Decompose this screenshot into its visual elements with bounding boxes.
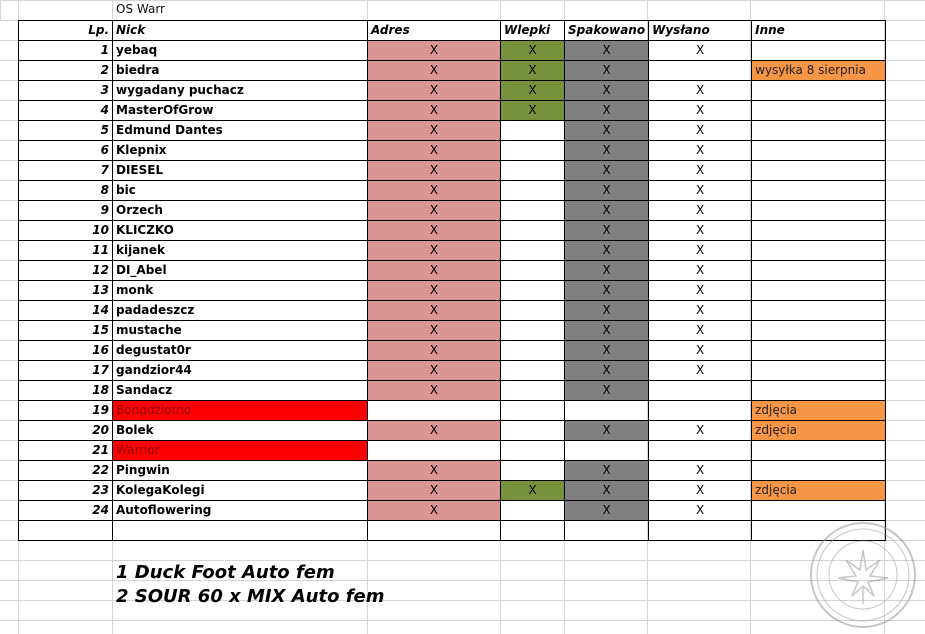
cell-spakowano[interactable]: X (565, 221, 649, 241)
cell-adres[interactable]: X (368, 201, 501, 221)
cell-inne[interactable] (752, 181, 886, 201)
cell-inne[interactable] (752, 241, 886, 261)
cell-wyslano[interactable]: X (649, 461, 752, 481)
cell-spakowano[interactable]: X (565, 321, 649, 341)
cell-wyslano[interactable]: X (649, 101, 752, 121)
cell-spakowano[interactable] (565, 441, 649, 461)
cell-inne[interactable] (752, 281, 886, 301)
cell-wyslano[interactable]: X (649, 341, 752, 361)
cell-nick[interactable]: DI_Abel (113, 261, 368, 281)
cell-lp[interactable]: 7 (19, 161, 113, 181)
table-row (19, 41, 886, 61)
table-row (19, 421, 886, 441)
cell-wyslano[interactable]: X (649, 281, 752, 301)
cell-adres[interactable]: X (368, 141, 501, 161)
cell-adres[interactable]: X (368, 421, 501, 441)
table-row (19, 501, 886, 521)
table-row (19, 361, 886, 381)
cell-wlepki[interactable] (501, 341, 565, 361)
cell-wyslano[interactable]: X (649, 181, 752, 201)
cell-lp[interactable]: 11 (19, 241, 113, 261)
cell-spakowano[interactable]: X (565, 41, 649, 61)
header-wyslano[interactable]: Wysłano (649, 21, 752, 41)
table-row (19, 181, 886, 201)
cell-inne[interactable] (752, 41, 886, 61)
cell-adres[interactable]: X (368, 321, 501, 341)
cell-nick[interactable]: degustat0r (113, 341, 368, 361)
cell-nick[interactable]: Sandacz (113, 381, 368, 401)
cell-wyslano[interactable]: X (649, 161, 752, 181)
empty-cell[interactable] (113, 521, 368, 541)
cell-wyslano[interactable] (649, 401, 752, 421)
cell-spakowano[interactable]: X (565, 341, 649, 361)
cell-inne[interactable] (752, 261, 886, 281)
cell-inne[interactable]: zdjęcia (752, 421, 886, 441)
table-row (19, 461, 886, 481)
cell-lp[interactable]: 3 (19, 81, 113, 101)
cell-wlepki[interactable] (501, 441, 565, 461)
cell-adres[interactable]: X (368, 41, 501, 61)
header-lp[interactable]: Lp. (19, 21, 113, 41)
cell-wyslano[interactable]: X (649, 261, 752, 281)
cell-wyslano[interactable]: X (649, 201, 752, 221)
cell-spakowano[interactable]: X (565, 461, 649, 481)
cell-nick[interactable]: Warrior (113, 441, 368, 461)
cell-wlepki[interactable] (501, 161, 565, 181)
table-row (19, 241, 886, 261)
cell-adres[interactable]: X (368, 241, 501, 261)
table-row (19, 401, 886, 421)
cell-adres[interactable] (368, 401, 501, 421)
cell-adres[interactable]: X (368, 161, 501, 181)
cell-wlepki[interactable] (501, 201, 565, 221)
cell-wlepki[interactable] (501, 461, 565, 481)
cell-adres[interactable]: X (368, 481, 501, 501)
cell-inne[interactable] (752, 441, 886, 461)
table-row (19, 61, 886, 81)
cell-lp[interactable]: 2 (19, 61, 113, 81)
cell-nick[interactable]: Pingwin (113, 461, 368, 481)
cell-wlepki[interactable] (501, 321, 565, 341)
cell-wlepki[interactable] (501, 241, 565, 261)
cell-lp[interactable]: 23 (19, 481, 113, 501)
empty-cell[interactable] (501, 521, 565, 541)
cell-lp[interactable]: 1 (19, 41, 113, 61)
table-row (19, 221, 886, 241)
cell-spakowano[interactable]: X (565, 161, 649, 181)
cell-nick[interactable]: kijanek (113, 241, 368, 261)
sheet-title[interactable]: OS Warr (116, 2, 165, 16)
cell-lp[interactable]: 8 (19, 181, 113, 201)
cell-wyslano[interactable] (649, 381, 752, 401)
cell-lp[interactable]: 9 (19, 201, 113, 221)
table-row (19, 101, 886, 121)
cell-spakowano[interactable]: X (565, 481, 649, 501)
cell-spakowano[interactable]: X (565, 281, 649, 301)
cell-inne[interactable] (752, 381, 886, 401)
cell-inne[interactable] (752, 301, 886, 321)
cell-adres[interactable]: X (368, 221, 501, 241)
cell-inne[interactable] (752, 121, 886, 141)
cell-inne[interactable] (752, 361, 886, 381)
cell-nick[interactable]: Bongdziorno (113, 401, 368, 421)
header-nick[interactable]: Nick (113, 21, 368, 41)
cell-spakowano[interactable]: X (565, 121, 649, 141)
table-row (19, 481, 886, 501)
cell-wyslano[interactable]: X (649, 481, 752, 501)
cell-wlepki[interactable] (501, 421, 565, 441)
cell-inne[interactable] (752, 501, 886, 521)
cell-nick[interactable]: KLICZKO (113, 221, 368, 241)
cell-wlepki[interactable] (501, 121, 565, 141)
cell-wyslano[interactable]: X (649, 41, 752, 61)
cell-wlepki[interactable] (501, 401, 565, 421)
cell-wyslano[interactable]: X (649, 421, 752, 441)
header-wlepki[interactable]: Wlepki (501, 21, 565, 41)
cell-nick[interactable]: bic (113, 181, 368, 201)
cell-nick[interactable]: Klepnix (113, 141, 368, 161)
table-row (19, 81, 886, 101)
cell-wyslano[interactable]: X (649, 241, 752, 261)
cell-spakowano[interactable]: X (565, 61, 649, 81)
cell-inne[interactable] (752, 161, 886, 181)
table-row (19, 161, 886, 181)
table-row (19, 201, 886, 221)
cell-adres[interactable]: X (368, 501, 501, 521)
footer-line-2[interactable]: 2 SOUR 60 x MIX Auto fem (116, 586, 385, 607)
cell-spakowano[interactable]: X (565, 261, 649, 281)
cell-adres[interactable]: X (368, 461, 501, 481)
cell-adres[interactable]: X (368, 101, 501, 121)
cell-wlepki[interactable] (501, 501, 565, 521)
cell-wlepki[interactable]: X (501, 81, 565, 101)
table-row (19, 141, 886, 161)
cell-spakowano[interactable]: X (565, 101, 649, 121)
cell-wyslano[interactable] (649, 61, 752, 81)
empty-cell[interactable] (565, 521, 649, 541)
cell-wyslano[interactable]: X (649, 141, 752, 161)
cell-nick[interactable]: biedra (113, 61, 368, 81)
cell-wyslano[interactable]: X (649, 221, 752, 241)
cell-wyslano[interactable]: X (649, 81, 752, 101)
cell-lp[interactable]: 19 (19, 401, 113, 421)
cell-adres[interactable]: X (368, 341, 501, 361)
cell-lp[interactable]: 21 (19, 441, 113, 461)
cell-inne[interactable] (752, 321, 886, 341)
cell-wyslano[interactable] (649, 441, 752, 461)
cell-wyslano[interactable]: X (649, 361, 752, 381)
cell-wyslano[interactable]: X (649, 301, 752, 321)
cell-inne[interactable]: zdjęcia (752, 481, 886, 501)
cell-lp[interactable]: 5 (19, 121, 113, 141)
header-adres[interactable]: Adres (368, 21, 501, 41)
table-row (19, 321, 886, 341)
cell-wlepki[interactable]: X (501, 41, 565, 61)
cell-nick[interactable]: mustache (113, 321, 368, 341)
cell-lp[interactable]: 15 (19, 321, 113, 341)
cell-spakowano[interactable]: X (565, 141, 649, 161)
cell-spakowano[interactable]: X (565, 361, 649, 381)
cell-inne[interactable] (752, 341, 886, 361)
cell-wlepki[interactable] (501, 261, 565, 281)
table-row (19, 441, 886, 461)
cell-spakowano[interactable]: X (565, 301, 649, 321)
cell-lp[interactable]: 24 (19, 501, 113, 521)
cell-wyslano[interactable]: X (649, 321, 752, 341)
cell-adres[interactable] (368, 441, 501, 461)
table-row (19, 301, 886, 321)
cell-inne[interactable]: wysyłka 8 sierpnia (752, 61, 886, 81)
cell-spakowano[interactable]: X (565, 181, 649, 201)
cell-lp[interactable]: 12 (19, 261, 113, 281)
cell-nick[interactable]: Autoflowering (113, 501, 368, 521)
cell-wlepki[interactable] (501, 141, 565, 161)
cell-lp[interactable]: 10 (19, 221, 113, 241)
cell-inne[interactable] (752, 201, 886, 221)
cell-nick[interactable]: Bolek (113, 421, 368, 441)
cell-adres[interactable]: X (368, 281, 501, 301)
cell-wlepki[interactable]: X (501, 481, 565, 501)
cell-spakowano[interactable]: X (565, 201, 649, 221)
cell-inne[interactable] (752, 81, 886, 101)
table-row (19, 261, 886, 281)
cell-adres[interactable]: X (368, 81, 501, 101)
table-row (19, 281, 886, 301)
cell-wlepki[interactable] (501, 221, 565, 241)
cell-nick[interactable]: KolegaKolegi (113, 481, 368, 501)
watermark-stamp-icon (808, 520, 918, 630)
table-row (19, 121, 886, 141)
cell-wlepki[interactable] (501, 381, 565, 401)
table-row (19, 341, 886, 361)
tracking-table (18, 20, 886, 541)
empty-cell[interactable] (19, 521, 113, 541)
cell-lp[interactable]: 4 (19, 101, 113, 121)
cell-adres[interactable]: X (368, 61, 501, 81)
cell-spakowano[interactable]: X (565, 501, 649, 521)
header-spakowano[interactable]: Spakowano (565, 21, 649, 41)
cell-spakowano[interactable]: X (565, 421, 649, 441)
empty-cell[interactable] (368, 521, 501, 541)
cell-inne[interactable] (752, 221, 886, 241)
header-row (19, 21, 886, 41)
cell-adres[interactable]: X (368, 361, 501, 381)
cell-lp[interactable]: 17 (19, 361, 113, 381)
cell-adres[interactable]: X (368, 301, 501, 321)
cell-wyslano[interactable]: X (649, 501, 752, 521)
cell-lp[interactable]: 16 (19, 341, 113, 361)
cell-spakowano[interactable]: X (565, 241, 649, 261)
cell-lp[interactable]: 22 (19, 461, 113, 481)
cell-nick[interactable]: MasterOfGrow (113, 101, 368, 121)
cell-nick[interactable]: gandzior44 (113, 361, 368, 381)
cell-spakowano[interactable]: X (565, 381, 649, 401)
cell-nick[interactable]: Orzech (113, 201, 368, 221)
cell-adres[interactable]: X (368, 381, 501, 401)
cell-inne[interactable] (752, 461, 886, 481)
header-inne[interactable]: Inne (752, 21, 886, 41)
cell-lp[interactable]: 18 (19, 381, 113, 401)
cell-inne[interactable] (752, 141, 886, 161)
cell-nick[interactable]: Edmund Dantes (113, 121, 368, 141)
cell-lp[interactable]: 13 (19, 281, 113, 301)
cell-inne[interactable] (752, 101, 886, 121)
cell-adres[interactable]: X (368, 181, 501, 201)
table-row (19, 381, 886, 401)
cell-adres[interactable]: X (368, 261, 501, 281)
cell-wlepki[interactable]: X (501, 61, 565, 81)
cell-wlepki[interactable]: X (501, 101, 565, 121)
cell-wlepki[interactable] (501, 281, 565, 301)
cell-wlepki[interactable] (501, 361, 565, 381)
footer-line-1[interactable]: 1 Duck Foot Auto fem (116, 562, 335, 583)
cell-inne[interactable]: zdjęcia (752, 401, 886, 421)
cell-wlepki[interactable] (501, 301, 565, 321)
cell-lp[interactable]: 20 (19, 421, 113, 441)
cell-wlepki[interactable] (501, 181, 565, 201)
cell-spakowano[interactable] (565, 401, 649, 421)
cell-adres[interactable]: X (368, 121, 501, 141)
table-row-empty (19, 521, 886, 541)
cell-lp[interactable]: 14 (19, 301, 113, 321)
cell-lp[interactable]: 6 (19, 141, 113, 161)
cell-nick[interactable]: wygadany puchacz (113, 81, 368, 101)
cell-nick[interactable]: monk (113, 281, 368, 301)
cell-nick[interactable]: DIESEL (113, 161, 368, 181)
cell-nick[interactable]: yebaq (113, 41, 368, 61)
cell-wyslano[interactable]: X (649, 121, 752, 141)
empty-cell[interactable] (649, 521, 752, 541)
cell-spakowano[interactable]: X (565, 81, 649, 101)
cell-nick[interactable]: padadeszcz (113, 301, 368, 321)
